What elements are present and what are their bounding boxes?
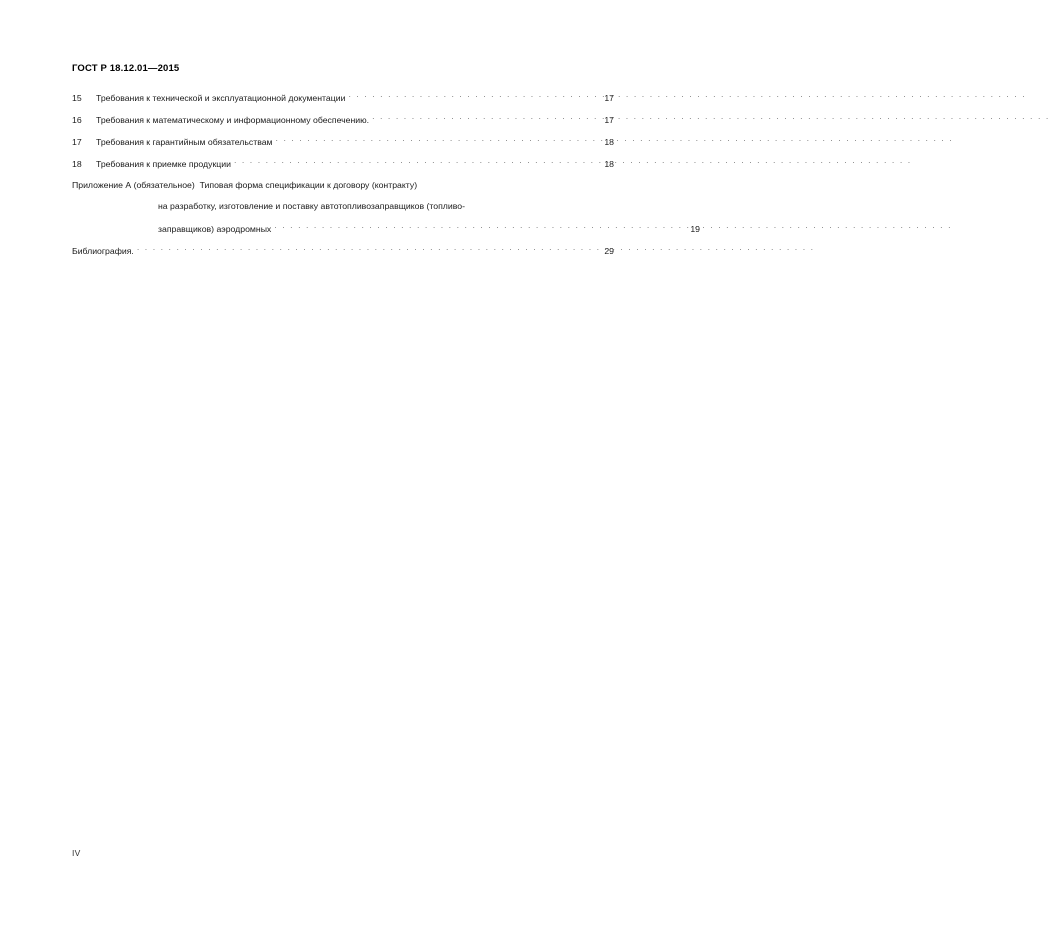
toc-line: [72, 114, 614, 127]
toc-line: [72, 158, 614, 171]
toc-entry-page: 17: [604, 114, 614, 125]
page-number-folio: IV: [72, 848, 81, 858]
toc-entry-number: 18: [72, 158, 82, 169]
toc-entry-number: 15: [72, 93, 82, 103]
standard-number-header: ГОСТ Р 18.12.01—2015: [72, 63, 180, 74]
toc-entry-title: Требования к технической и эксплуатационной документации: [96, 93, 346, 103]
toc-entry-number: 16: [72, 114, 82, 125]
toc-dot-leader: [348, 92, 596, 101]
toc-entry-page: 18: [604, 136, 614, 147]
toc-entry-title-line3: заправщиков) аэродромных: [158, 223, 272, 234]
toc-entry-number: 17: [72, 136, 82, 147]
toc-dot-leader: [137, 245, 596, 254]
toc-entry-title: Требования к гарантийным обязательствам: [96, 136, 273, 147]
toc-entry-bibliography[interactable]: [72, 245, 614, 258]
toc-entry-title: Библиография.: [72, 245, 134, 256]
toc-entry[interactable]: [72, 136, 614, 149]
toc-entry[interactable]: [72, 158, 614, 171]
toc-entry-title-line2: на разработку, изготовление и поставку автотопливозаправщиков (топливо-: [158, 201, 465, 212]
toc-entry-title: Требования к приемке продукции: [96, 158, 231, 169]
toc-entry-title: Требования к математическому и информационному обеспечению.: [96, 114, 370, 125]
toc-line: [72, 201, 700, 213]
toc-dot-leader: [276, 136, 596, 145]
toc-line: [72, 92, 614, 105]
toc-line: [72, 180, 614, 192]
toc-entry-appendix[interactable]: [72, 179, 700, 235]
toc-entry[interactable]: [72, 114, 614, 127]
toc-entry-page: 29: [604, 245, 614, 256]
toc-line: [72, 223, 700, 236]
toc-dot-leader: [372, 114, 596, 123]
toc-dot-leader: [234, 158, 596, 167]
toc-line: [72, 245, 614, 258]
toc-entry[interactable]: [72, 92, 614, 105]
table-of-contents: [72, 92, 700, 267]
toc-entry-page: 18: [604, 158, 614, 169]
toc-entry-page: 17: [604, 93, 614, 103]
toc-entry-title-line1: Приложение А (обязательное) Типовая форма спецификации к договору (контракту): [72, 179, 418, 190]
toc-line: [72, 136, 614, 149]
toc-dot-leader: [274, 223, 682, 232]
toc-entry-page: 19: [690, 223, 700, 234]
